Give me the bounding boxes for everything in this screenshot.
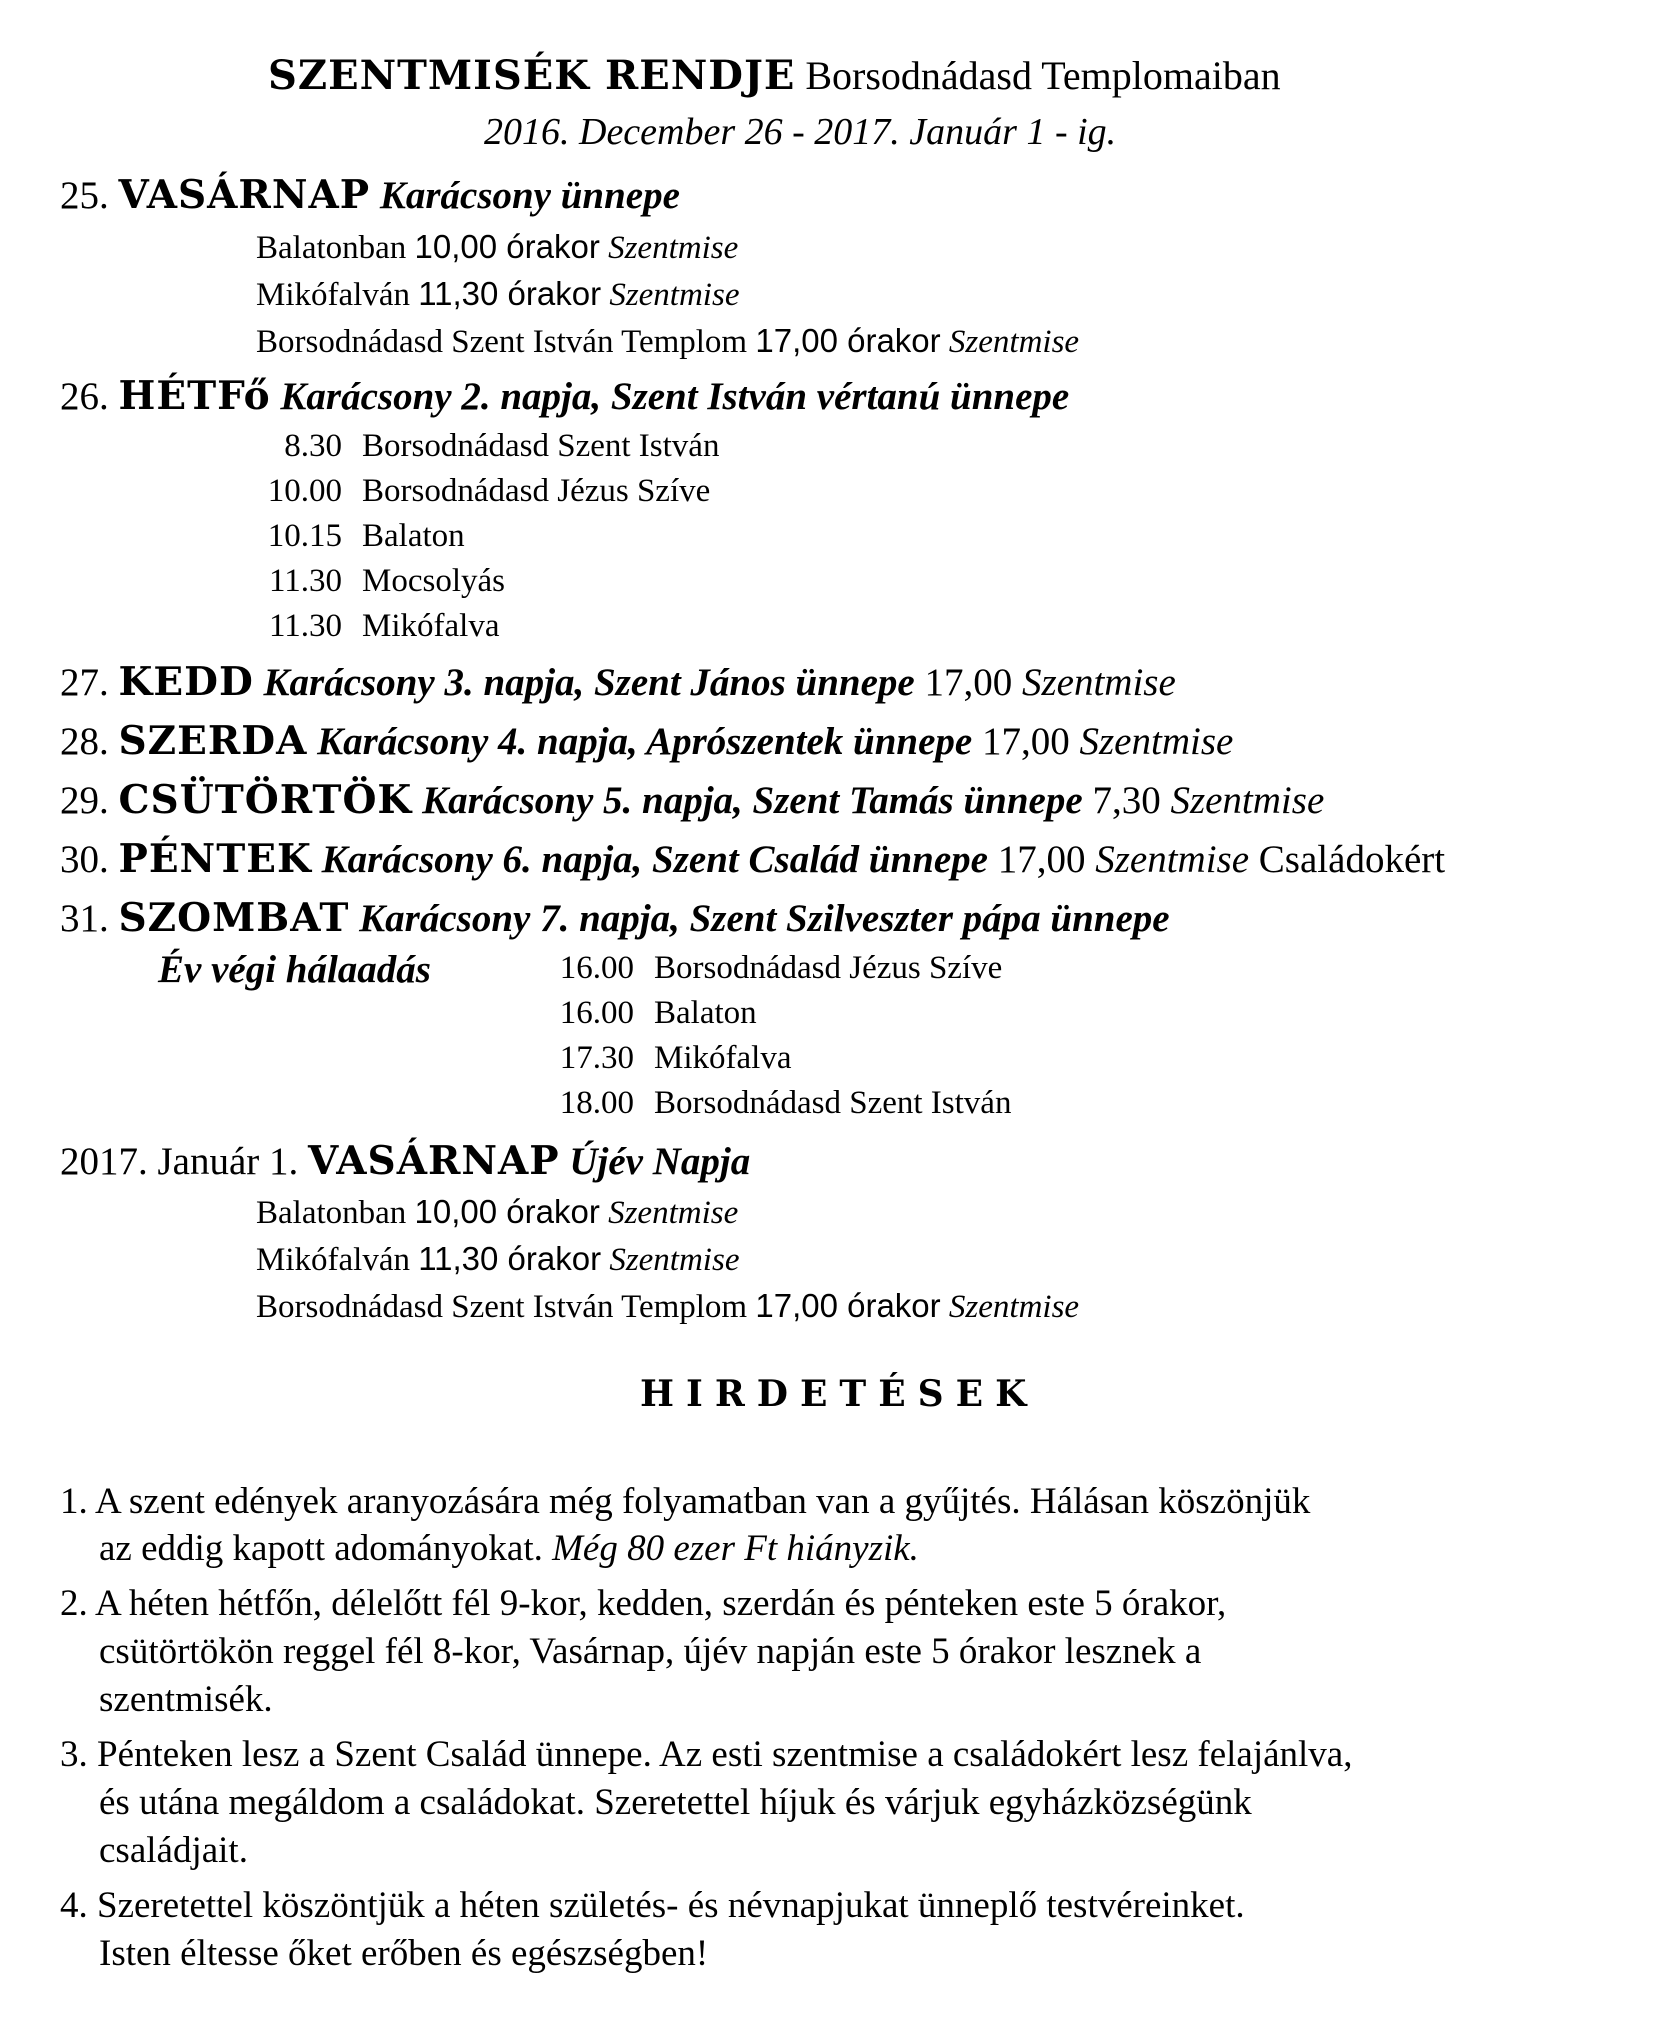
item-line: Pénteken lesz a Szent Család ünnepe. Az esti szentmise a családokért lesz felajánlva,	[97, 1734, 1353, 1775]
item-number: 1.	[60, 1481, 88, 1522]
place: Balaton	[654, 995, 757, 1031]
mass-row	[532, 1040, 791, 1077]
announcement-item-3	[60, 1733, 1352, 1776]
mass-time: 10.00	[267, 473, 342, 509]
mass-time: 10.15	[267, 518, 342, 554]
day-name: SZERDA	[118, 718, 308, 764]
mass-time: 11,30 órakor	[418, 1240, 602, 1277]
mass-time: 11.30	[268, 608, 342, 644]
mass-time: 17.30	[559, 1040, 634, 1076]
item-note: Még 80 ezer Ft hiányzik.	[552, 1528, 919, 1569]
item-number: 4.	[60, 1885, 88, 1926]
day-number: 26.	[60, 375, 109, 418]
mass-time: 16.00	[559, 995, 634, 1031]
day-heading-30	[60, 836, 1445, 882]
mass-row	[240, 518, 465, 555]
place: Borsodnádasd Szent István Templom	[256, 1289, 748, 1325]
mass-type: Szentmise	[609, 1242, 740, 1278]
place: Balatonban	[256, 230, 407, 266]
feast-name: Karácsony 5. napja, Szent Tamás ünnepe	[422, 779, 1083, 822]
mass-type: Szentmise	[1021, 661, 1176, 704]
day-number: 27.	[60, 661, 109, 704]
page-title	[268, 52, 1281, 99]
title-decorative: SZENTMISÉK RENDJE	[268, 52, 796, 99]
day-name: PÉNTEK	[118, 836, 312, 882]
mass-row	[256, 275, 739, 314]
day-number: 29.	[60, 779, 109, 822]
day-heading-26	[60, 373, 1069, 419]
mass-row	[532, 950, 1002, 987]
item-line: A héten hétfőn, délelőtt fél 9-kor, kedden, szerdán és pénteken este 5 órakor,	[94, 1583, 1227, 1624]
mass-time: 10,00 órakor	[414, 228, 600, 265]
place: Mikófalva	[362, 608, 500, 644]
mass-row	[256, 1193, 738, 1232]
title-rest: Borsodnádasd Templomaiban	[805, 53, 1281, 98]
place: Mikófalva	[654, 1040, 792, 1076]
day-name: VASÁRNAP	[118, 172, 371, 218]
mass-row	[240, 608, 499, 645]
day-heading-27	[60, 659, 1176, 705]
day-name: HÉTFő	[118, 373, 271, 419]
year-end-subtitle: Év végi hálaadás	[158, 948, 431, 991]
place: Borsodnádasd Szent István Templom	[256, 324, 748, 360]
mass-row	[256, 228, 738, 267]
feast-name: Karácsony 2. napja, Szent István vértanú ünnepe	[280, 375, 1070, 418]
feast-name: Karácsony ünnepe	[379, 174, 680, 217]
day-number: 31.	[60, 897, 109, 940]
mass-type: Szentmise	[1095, 838, 1250, 881]
feast-name: Karácsony 7. napja, Szent Szilveszter pápa ünnepe	[359, 897, 1170, 940]
day-heading-25	[60, 172, 680, 218]
mass-type: Szentmise	[948, 324, 1080, 360]
day-number: 30.	[60, 838, 109, 881]
announcement-item-1	[60, 1480, 1310, 1523]
item-number: 2.	[60, 1583, 88, 1624]
day-name: VASÁRNAP	[308, 1138, 560, 1184]
mass-time: 11,30 órakor	[418, 275, 602, 312]
announcement-item-1-cont	[99, 1527, 919, 1570]
day-number: 2017. Január 1.	[60, 1140, 299, 1183]
item-line: csütörtökön reggel fél 8-kor, Vasárnap, újév napján este 5 órakor lesznek a	[99, 1631, 1202, 1672]
item-line: Isten éltesse őket erőben és egészségben!	[99, 1933, 709, 1974]
mass-time: 18.00	[559, 1085, 634, 1121]
mass-type: Szentmise	[1170, 779, 1325, 822]
feast-name: Karácsony 3. napja, Szent János ünnepe	[263, 661, 915, 704]
place: Borsodnádasd Szent István	[654, 1085, 1012, 1121]
mass-type: Szentmise	[1079, 720, 1234, 763]
announcement-item-4	[60, 1884, 1245, 1927]
day-name: SZOMBAT	[118, 895, 350, 941]
mass-time: 10,00 órakor	[414, 1193, 600, 1230]
mass-type: Szentmise	[608, 1195, 739, 1231]
mass-time: 17,00 órakor	[755, 1287, 941, 1324]
mass-row	[240, 473, 710, 510]
announcements-heading: HIRDETÉSEK	[640, 1373, 1039, 1415]
mass-time: 8.30	[284, 428, 342, 464]
feast-name: Karácsony 6. napja, Szent Család ünnepe	[321, 838, 988, 881]
place: Borsodnádasd Szent István	[362, 428, 720, 464]
day-number: 28.	[60, 720, 109, 763]
mass-row	[532, 1085, 1011, 1122]
item-line: családjait.	[99, 1830, 248, 1871]
place: Mikófalván	[256, 277, 410, 313]
day-number: 25.	[60, 174, 109, 217]
mass-row	[256, 1240, 739, 1279]
item-line: és utána megáldom a családokat. Szeretettel híjuk és várjuk egyházközségünk	[99, 1782, 1252, 1823]
mass-type: Szentmise	[608, 230, 739, 266]
place: Balatonban	[256, 1195, 407, 1231]
mass-time: 17,00	[982, 720, 1070, 763]
place: Borsodnádasd Jézus Szíve	[362, 473, 711, 509]
item-line: az eddig kapott adományokat.	[99, 1528, 543, 1569]
day-heading-jan1	[60, 1138, 750, 1184]
day-name: KEDD	[118, 659, 254, 705]
mass-time: 16.00	[559, 950, 634, 986]
mass-row	[256, 322, 1079, 361]
date-range: 2016. December 26 - 2017. Január 1 - ig.	[484, 111, 1117, 153]
day-heading-31	[60, 895, 1170, 941]
mass-intention: Családokért	[1258, 838, 1446, 881]
place: Borsodnádasd Jézus Szíve	[654, 950, 1003, 986]
day-heading-28	[60, 718, 1233, 764]
item-number: 3.	[60, 1734, 88, 1775]
place: Mocsolyás	[362, 563, 505, 599]
mass-row	[532, 995, 757, 1032]
place: Mikófalván	[256, 1242, 410, 1278]
feast-name: Újév Napja	[569, 1140, 751, 1183]
mass-time: 17,00 órakor	[755, 322, 941, 359]
feast-name: Karácsony 4. napja, Aprószentek ünnepe	[317, 720, 973, 763]
item-line: szentmisék.	[99, 1679, 273, 1720]
announcement-item-2	[60, 1582, 1226, 1625]
mass-type: Szentmise	[609, 277, 740, 313]
mass-type: Szentmise	[948, 1289, 1080, 1325]
item-line: A szent edények aranyozására még folyamatban van a gyűjtés. Hálásan köszönjük	[94, 1481, 1311, 1522]
mass-time: 11.30	[268, 563, 342, 599]
day-heading-29	[60, 777, 1324, 823]
mass-row	[240, 428, 719, 465]
mass-row	[240, 563, 505, 600]
place: Balaton	[362, 518, 465, 554]
mass-time: 7,30	[1092, 779, 1161, 822]
day-name: CSÜTÖRTÖK	[118, 777, 413, 823]
mass-row	[256, 1287, 1079, 1326]
mass-time: 17,00	[997, 838, 1086, 881]
item-line: Szeretettel köszöntjük a héten születés- és névnapjukat ünneplő testvéreinket.	[97, 1885, 1245, 1926]
mass-time: 17,00	[924, 661, 1013, 704]
